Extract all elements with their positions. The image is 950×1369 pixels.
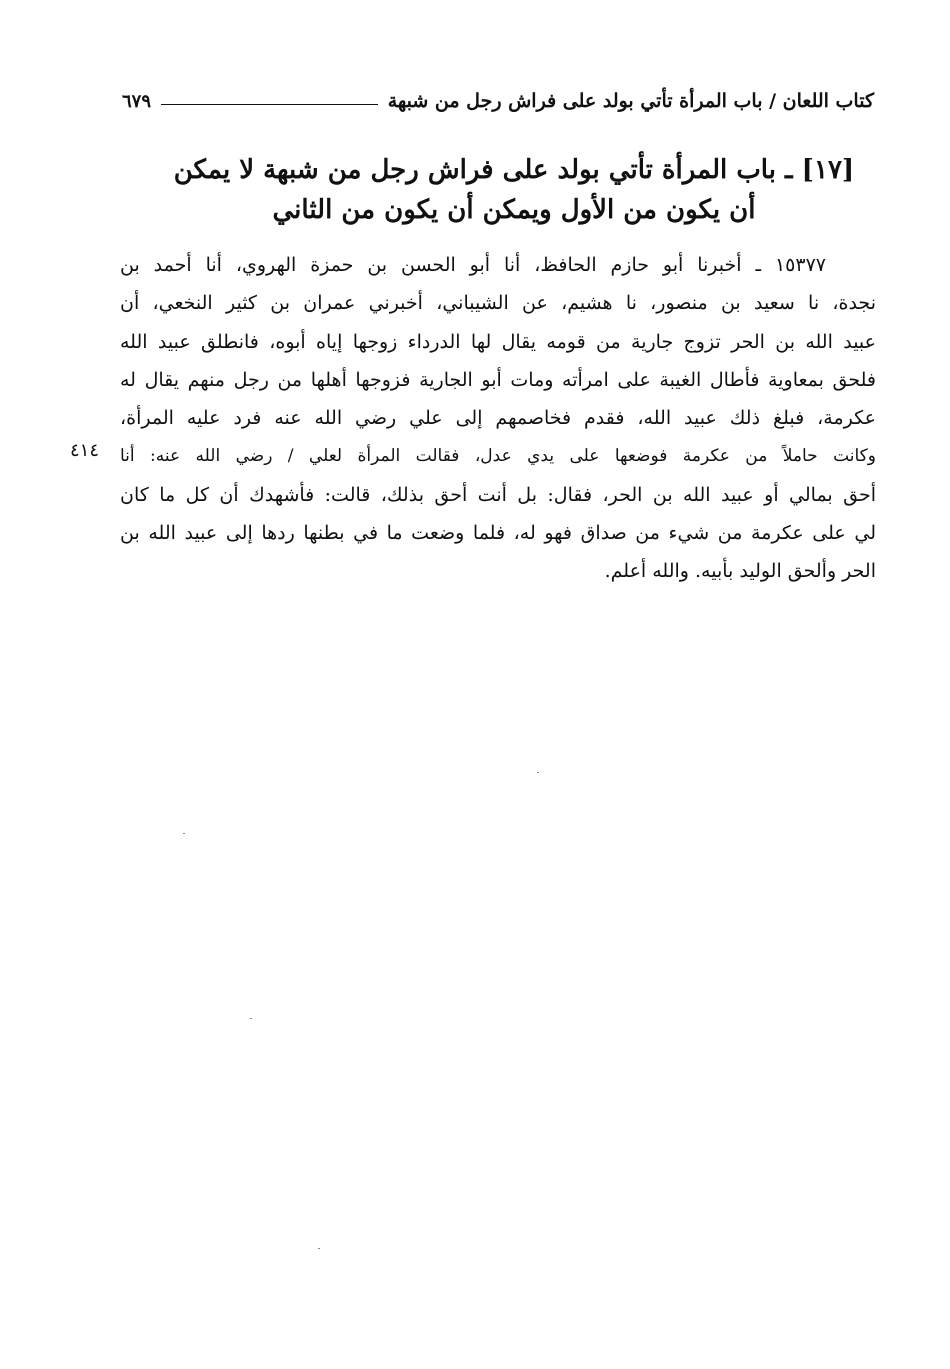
text-line-1: ١٥٣٧٧ ـ أخبرنا أبو حازم الحافظ، أنا أبو الحسن بن حمزة الهروي، أنا أحمد بن [120, 254, 826, 276]
text-line-8: لي على عكرمة من شيء من صداق فهو له، فلما وضعت ما في بطنها ردها إلى عبيد الله بن [120, 522, 876, 545]
scan-speck [537, 772, 539, 773]
margin-folio-reference: ٤١٤ [70, 440, 100, 461]
header-rule [161, 104, 378, 105]
text-line-9: الحر وألحق الوليد بأبيه. والله أعلم. [604, 560, 876, 583]
text-line-2: نجدة، نا سعيد بن منصور، نا هشيم، عن الشيباني، أخبرني عمران بن كثير النخعي، أن [120, 292, 876, 315]
page-number: ٦٧٩ [122, 90, 152, 112]
text-line-7: أحق بمالي أو عبيد الله بن الحر، فقال: بل أنت أحق بذلك، قالت: فأشهدك أن كل ما كان [120, 483, 876, 506]
text-line-4: فلحق بمعاوية فأطال الغيبة على امرأته ومات أبو الجارية فزوجها أهلها من رجل منهم يقال له [120, 368, 876, 391]
scan-speck [250, 1018, 252, 1019]
chapter-heading [150, 150, 878, 230]
running-header [122, 86, 874, 116]
scan-speck [183, 833, 185, 834]
chapter-heading-line-2: أن يكون من الأول ويمكن أن يكون من الثاني [272, 195, 756, 225]
hadith-text [120, 246, 876, 591]
text-line-5: عكرمة، فبلغ ذلك عبيد الله، فقدم فخاصمهم إلى علي رضي الله عنه فرد عليه المرأة، [120, 407, 876, 430]
text-line-6: وكانت حاملاً من عكرمة فوضعها على يدي عدل، فقالت المرأة لعلي / رضي الله عنه: أنا [120, 446, 876, 467]
chapter-heading-line-1: [١٧] ـ باب المرأة تأتي بولد على فراش رجل من شبهة لا يمكن [173, 155, 855, 185]
text-line-3: عبيد الله بن الحر تزوج جارية من قومه يقال لها الدرداء زوجها إياه أبوه، فانطلق عبيد الله [120, 330, 876, 353]
scan-speck [318, 1248, 320, 1249]
running-title: كتاب اللعان / باب المرأة تأتي بولد على فراش رجل من شبهة [387, 90, 874, 112]
